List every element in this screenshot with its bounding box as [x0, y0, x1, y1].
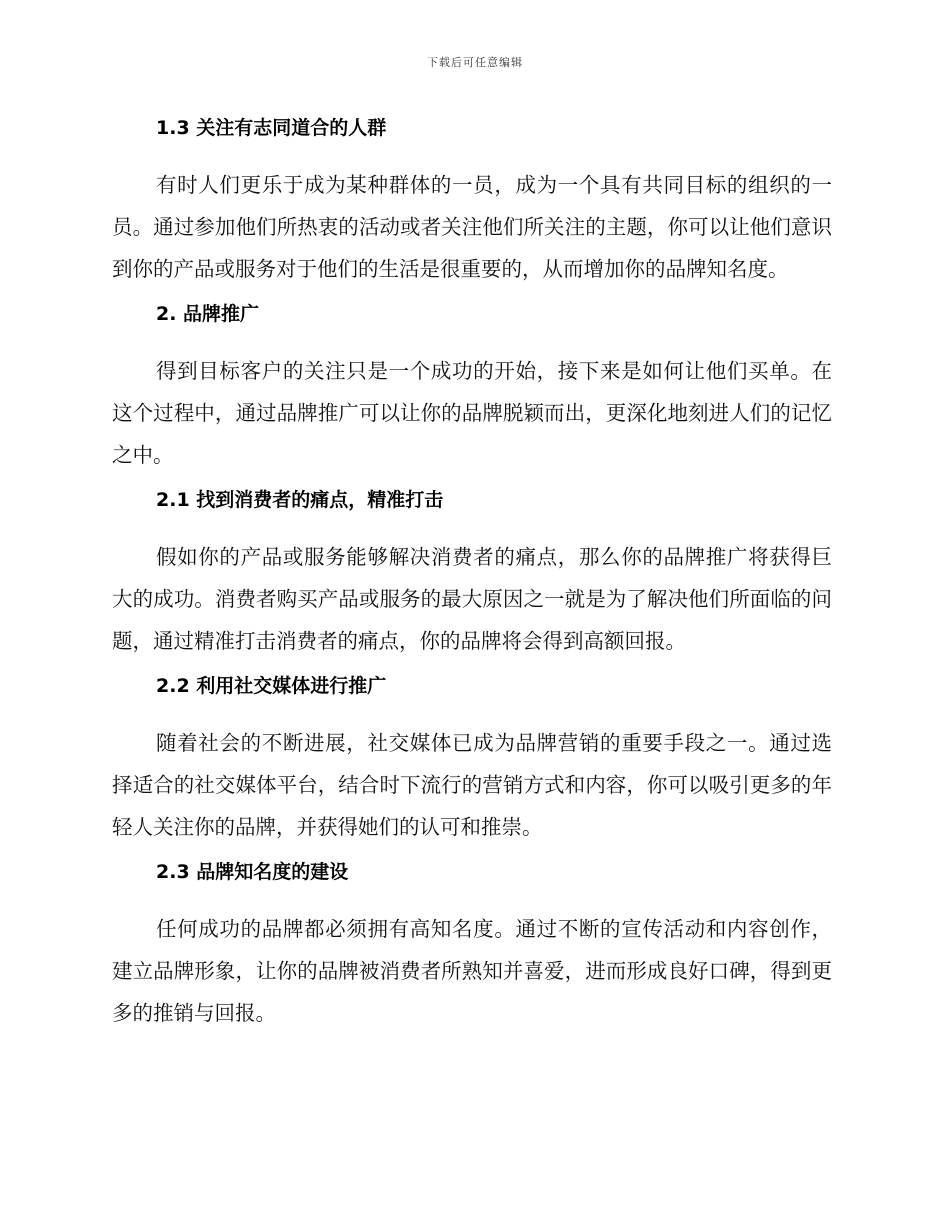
section-paragraph: 有时人们更乐于成为某种群体的一员，成为一个具有共同目标的组织的一员。通过参加他们所热衷的活动或者关注他们所关注的主题，你可以让他们意识到你的产品或服务对于他们的生活是很重要的，从而增加你的品牌知名度。: [112, 173, 832, 281]
section-paragraph: 任何成功的品牌都必须拥有高知名度。通过不断的宣传活动和内容创作，建立品牌形象，让你的品牌被消费者所熟知并喜爱，进而形成良好口碑，得到更多的推销与回报。: [112, 917, 832, 1025]
section-2-2: [112, 670, 832, 848]
section-heading: 1.3 关注有志同道合的人群: [156, 117, 387, 139]
header-note: 下载后可任意编辑: [427, 56, 523, 69]
section-1-3: [112, 112, 832, 290]
section-2-3: [112, 856, 832, 1034]
section-paragraph: 随着社会的不断进展，社交媒体已成为品牌营销的重要手段之一。通过选择适合的社交媒体平台，结合时下流行的营销方式和内容，你可以吸引更多的年轻人关注你的品牌，并获得她们的认可和推崇。: [112, 731, 832, 839]
section-2: [112, 298, 832, 476]
section-heading: 2.2 利用社交媒体进行推广: [156, 675, 387, 697]
section-paragraph: 得到目标客户的关注只是一个成功的开始，接下来是如何让他们买单。在这个过程中，通过品牌推广可以让你的品牌脱颖而出，更深化地刻进人们的记忆之中。: [112, 359, 832, 467]
section-heading: 2. 品牌推广: [156, 303, 260, 325]
document-body: [112, 112, 832, 1042]
section-paragraph: 假如你的产品或服务能够解决消费者的痛点，那么你的品牌推广将获得巨大的成功。消费者购买产品或服务的最大原因之一就是为了解决他们所面临的问题，通过精准打击消费者的痛点，你的品牌将会得到高额回报。: [112, 545, 832, 653]
section-2-1: [112, 484, 832, 662]
section-heading: 2.3 品牌知名度的建设: [156, 861, 349, 883]
section-heading: 2.1 找到消费者的痛点，精准打击: [156, 489, 444, 511]
